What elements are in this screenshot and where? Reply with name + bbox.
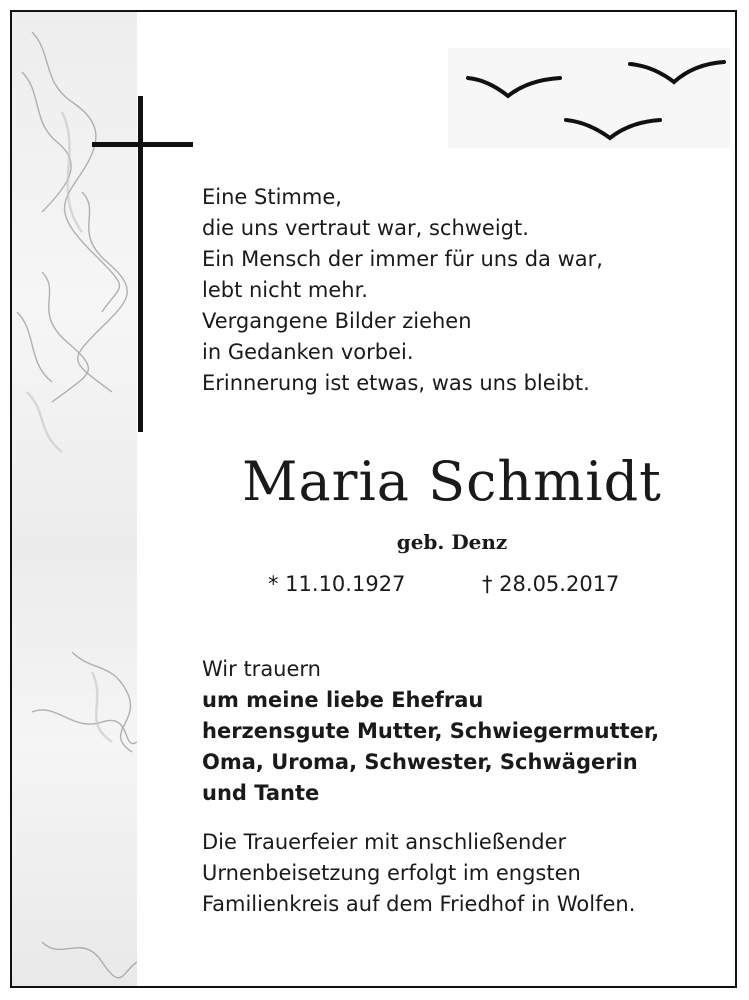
obituary-card (10, 10, 737, 988)
mourning-line: herzensgute Mutter, Schwiegermutter, (202, 719, 660, 743)
service-line: Urnenbeisetzung erfolgt im engsten (202, 861, 581, 885)
mourning-line: Oma, Uroma, Schwester, Schwägerin (202, 750, 638, 774)
birth-name: geb. Denz (396, 530, 508, 554)
death-date: † 28.05.2017 (482, 572, 620, 596)
poem (202, 182, 603, 399)
mourning-text (202, 654, 659, 809)
service-notice (202, 827, 635, 920)
bird-icon (468, 78, 560, 96)
birds-icon (448, 48, 730, 148)
birth-date: * 11.10.1927 (268, 572, 406, 596)
poem-line: die uns vertraut war, schweigt. (202, 216, 529, 240)
mourning-intro: Wir trauern (202, 657, 321, 681)
deceased-name: Maria Schmidt (242, 450, 662, 513)
bird-icon (630, 62, 724, 82)
poem-line: Ein Mensch der immer für uns da war, (202, 247, 603, 271)
poem-line: in Gedanken vorbei. (202, 340, 414, 364)
poem-line: Vergangene Bilder ziehen (202, 309, 472, 333)
cross-horizontal-bar (92, 142, 193, 147)
life-dates (268, 572, 620, 596)
mourning-line: und Tante (202, 781, 320, 805)
marble-veins (12, 12, 137, 988)
poem-line: Eine Stimme, (202, 185, 342, 209)
bird-icon (566, 120, 660, 138)
poem-line: Erinnerung ist etwas, was uns bleibt. (202, 371, 590, 395)
service-line: Familienkreis auf dem Friedhof in Wolfen. (202, 892, 636, 916)
poem-line: lebt nicht mehr. (202, 278, 368, 302)
service-line: Die Trauerfeier mit anschließender (202, 830, 567, 854)
marble-texture (12, 12, 137, 986)
mourning-line: um meine liebe Ehefrau (202, 688, 484, 712)
